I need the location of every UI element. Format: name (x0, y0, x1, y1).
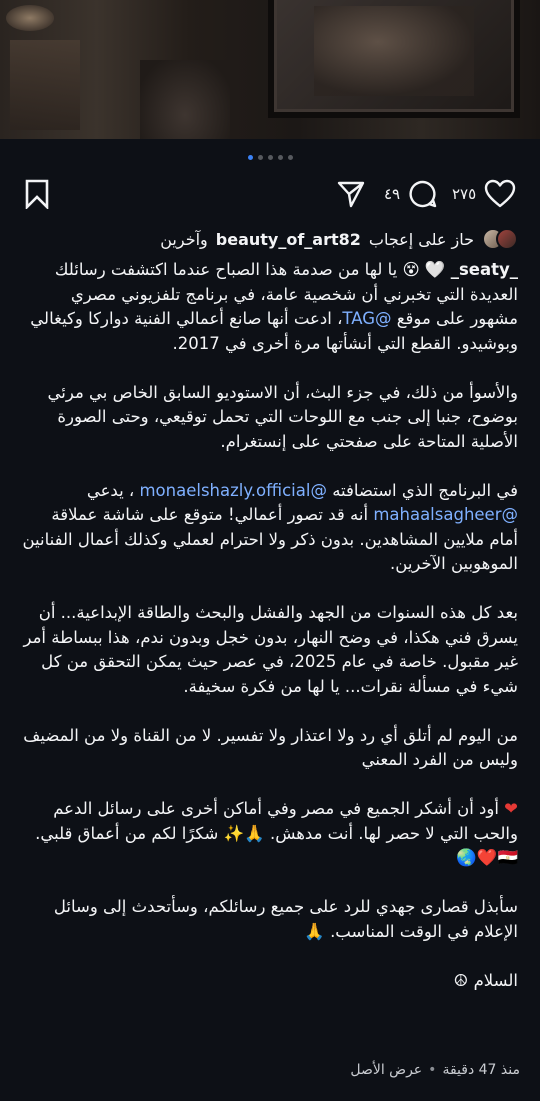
post-image[interactable] (0, 0, 540, 139)
caption-text: 😵 يا لها من صدمة هذا الصباح عندما اكتشفت رسائلك العديدة التي تخبرني أن شخصية عامة، في برنامج تلفزيوني مصري مشهور على موقع (54, 260, 518, 328)
image-shelf (10, 40, 80, 130)
mention-text: mahaalsagheer (373, 505, 502, 524)
pray-emoji-icon: 🙏 (304, 921, 325, 941)
liked-by[interactable] (20, 228, 518, 250)
peace-emoji-icon: ☮ (453, 970, 469, 990)
caption-paragraph-2: والأسوأ من ذلك، في جزء البث، أن الاستوديو السابق الخاص بي مرئي بوضوح، جنبا إلى جنب مع اللوحات التي تحمل توقيعي، وحتى الصورة الأصلية المتاحة على صفحتي على إنستغرام. (47, 382, 518, 451)
mention-link[interactable]: @monaelshazly.official (139, 480, 327, 500)
caption-paragraph-7 (22, 895, 518, 944)
caption-text: السلام (473, 970, 518, 990)
flag-emoji: 🇪🇬❤️🌏 (456, 848, 518, 867)
author-emoji: 🤍 (424, 260, 446, 279)
post-caption (22, 258, 518, 1018)
carousel-indicator (0, 155, 540, 160)
caption-paragraph-4: بعد كل هذه السنوات من الجهد والفشل والبحث والطاقة الإبداعية... أن يسرق فني هكذا، في وضح النهار، بدون خجل وبدون ندم، هذا ببساطة أمر غير مقبول. خاصة في عام 2025، في عصر حيث يمكن التحقق من كل شيء في مسألة نقرات... يا لها من فكرة سخيفة. (23, 603, 518, 696)
mention-text: monaelshazly.official (139, 480, 311, 500)
caption-text: أود أن أشكر الجميع في مصر وفي أماكن أخرى على رسائل الدعم والحب التي لا حصر لها. أنت مدهش. (53, 799, 518, 843)
image-painting-frame (268, 0, 520, 118)
liked-by-suffix: وآخرين (160, 229, 208, 249)
image-lamp (6, 5, 54, 31)
carousel-dot (258, 155, 263, 160)
caption-text: في البرنامج الذي استضافته (332, 480, 518, 500)
mention-link[interactable]: @mahaalsagheer (373, 505, 518, 524)
carousel-dot-active (248, 155, 253, 160)
post-timestamp: منذ 47 دقيقة (442, 1062, 520, 1078)
mention-text: TAG (342, 309, 375, 328)
image-vase (140, 60, 230, 139)
caption-text: شكرًا لكم من أعماق قلبي. (35, 823, 219, 843)
caption-text: ، يدعي (86, 480, 135, 500)
image-painting (314, 6, 474, 96)
comment-button[interactable] (384, 179, 438, 209)
bookmark-icon (24, 179, 50, 209)
mention-link[interactable]: @TAG (342, 309, 392, 328)
carousel-dot (288, 155, 293, 160)
share-button[interactable] (336, 179, 366, 209)
carousel-dot (268, 155, 273, 160)
meta-separator: • (428, 1062, 437, 1078)
heart-emoji-icon: ❤ (504, 799, 518, 818)
pray-emoji-icon: 🙏 (244, 823, 265, 843)
like-count: ٢٧٥ (452, 185, 477, 203)
caption-text: أنه قد تصور أعمالي! متوقع على شاشة عملاقة أمام ملايين المشاهدين. بدون ذكر ولا احترام لعملي وكذلك أعمال الفنانين الموهوبين الآخرين. (22, 505, 518, 573)
post-meta (350, 1062, 520, 1078)
comment-icon (408, 179, 438, 209)
avatar (496, 228, 518, 250)
comment-count: ٤٩ (384, 185, 401, 203)
author-username[interactable]: _seaty_ (450, 260, 518, 279)
heart-icon (484, 179, 516, 209)
liked-by-prefix: حاز على إعجاب (368, 229, 474, 249)
caption-paragraph-5: من اليوم لم أتلق أي رد ولا اعتذار ولا تفسير. لا من القناة ولا من المضيف وليس من الفرد المعني (23, 725, 518, 769)
liked-by-username[interactable]: beauty_of_art82 (215, 229, 361, 249)
caption-text: ، ادعت أنها صانع أعمالي الفنية دواركا وكيغالي وبوشيدو. القطع التي أنشأتها مرة أخرى في 2017. (30, 309, 518, 353)
carousel-dot (278, 155, 283, 160)
liked-by-avatars (482, 228, 518, 250)
like-button[interactable] (452, 179, 516, 209)
see-original-link[interactable]: عرض الأصل (350, 1062, 423, 1078)
caption-text: سأبذل قصارى جهدي للرد على جميع رسائلكم، وسأتحدث إلى وسائل الإعلام في الوقت المناسب. (53, 897, 518, 941)
caption-paragraph-8 (22, 969, 518, 994)
caption-paragraph-1 (22, 258, 518, 356)
caption-paragraph-6 (22, 797, 518, 871)
caption-paragraph-3 (22, 479, 518, 577)
sparkle-emoji-icon: ✨ (223, 823, 245, 843)
save-button[interactable] (24, 179, 50, 213)
post-actions (0, 175, 540, 215)
share-icon (336, 179, 366, 209)
